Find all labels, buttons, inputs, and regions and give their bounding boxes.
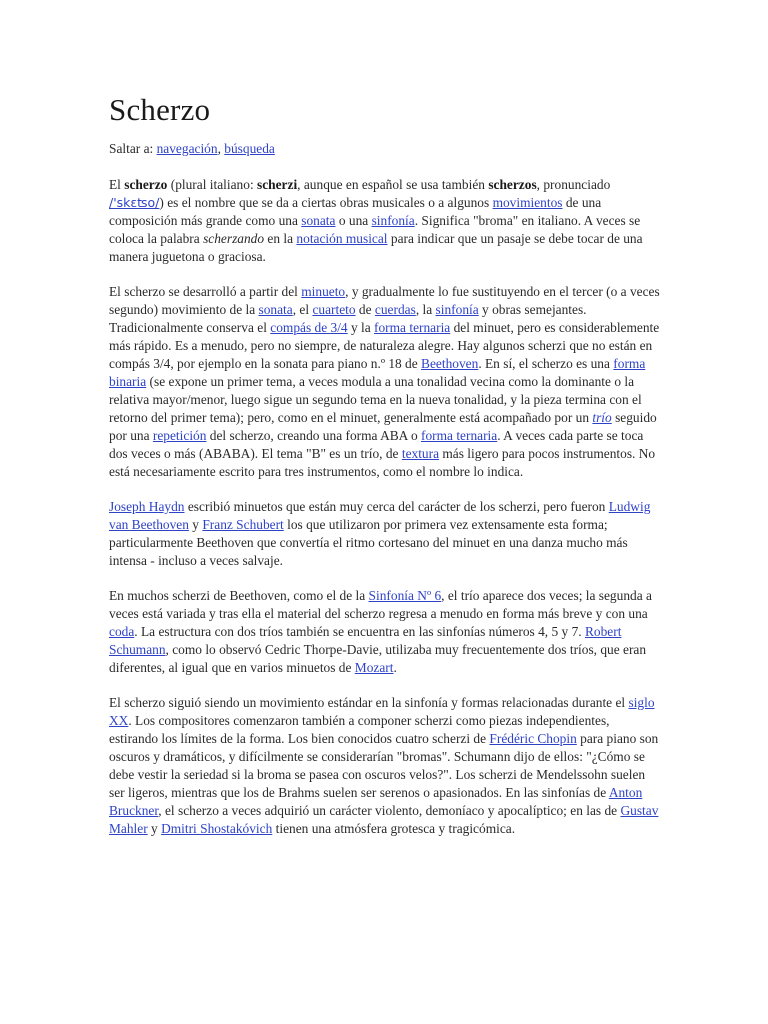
article-page [109, 92, 661, 855]
paragraph-twentieth-century: El scherzo siguió siendo un movimiento estándar en la sinfonía y formas relacionadas durante el siglo XX. Los compositores comenzaron también a componer scherzi como piezas independientes, estirando los límites de la forma. Los bien conocidos cuatro scherzi de Frédéric Chopin para piano son oscuros y dramáticos, y difícilmente se considerarían "bromas". Schumann dijo de ellos: "¿Cómo se debe vestir la seriedad si la broma se pasea con oscuros velos?". Los scherzi de Mendelssohn suelen ser ligeros, mientras que los de Brahms suelen ser serenos o apasionados. En las sinfonías de Anton Bruckner, el scherzo a veces adquirió un carácter violento, demoníaco y apocalíptico; en las de Gustav Mahler y Dmitri Shostakóvich tienen una atmósfera grotesca y tragicómica. [109, 695, 659, 836]
link-cuarteto[interactable]: cuarteto [312, 302, 356, 317]
page-title: Scherzo [109, 92, 211, 127]
paragraph-haydn: Joseph Haydn escribió minuetos que están muy cerca del carácter de los scherzi, pero fueron Ludwig van Beethoven y Franz Schubert los que utilizaron por primera vez extensamente esta forma; particularmente Beethoven que convertía el ritmo cortesano del minuet en una danza mucho más intensa - incluso a veces salvaje. [109, 499, 651, 568]
link-cuerdas[interactable]: cuerdas [374, 302, 416, 317]
paragraph-trios: En muchos scherzi de Beethoven, como el de la Sinfonía Nº 6, el trío aparece dos veces; la segunda a veces está variada y tras ella el material del scherzo regresa a menudo en forma más breve y con una coda. La estructura con dos tríos también se encuentra en las sinfonías números 4, 5 y 7. Robert Schumann, como lo observó Cedric Thorpe-Davie, utilizaba muy frecuentemente dos tríos, que eran diferentes, al igual que en varios minuetos de Mozart. [109, 588, 652, 675]
paragraph-development: El scherzo se desarrolló a partir del minueto, y gradualmente lo fue sustituyendo en el tercer (o a veces segundo) movimiento de la sonata, el cuarteto de cuerdas, la sinfonía y obras semejantes. Tradicionalmente conserva el compás de 3/4 y la forma ternaria del minuet, pero es considerablemente más rápido. Es a menudo, pero no siempre, de naturaleza alegre. Hay algunos scherzi que no están en compás 3/4, por ejemplo en la sonata para piano n.º 18 de Beethoven. En sí, el scherzo es una forma binaria (se expone un primer tema, a veces modula a una tonalidad vecina como la dominante o la relativa mayor/menor, luego sigue un segundo tema en la nueva tonalidad, y la pieza termina con el retorno del primer tema); pero, como en el minuet, generalmente está acompañado por un trío seguido por una repetición del scherzo, creando una forma ABA o forma ternaria. A veces cada parte se toca dos veces o más (ABABA). El tema "B" es un trío, de textura más ligero para pocos instrumentos. No está necesariamente escrito para tres instrumentos, como el nombre lo indica. [109, 284, 660, 479]
link-forma-binaria[interactable]: forma binaria [109, 356, 646, 389]
link-compas-3-4[interactable]: compás de 3/4 [270, 320, 348, 335]
link-sinfonia[interactable]: sinfonía [435, 302, 479, 317]
link-dmitri-shostakovich[interactable]: Dmitri Shostakóvich [161, 821, 273, 836]
link-trio[interactable]: trío [592, 410, 612, 425]
link-repeticion[interactable]: repetición [152, 428, 207, 443]
link-sonata[interactable]: sonata [258, 302, 293, 317]
link-franz-schubert[interactable]: Franz Schubert [202, 517, 284, 532]
link-beethoven[interactable]: Beethoven [421, 356, 479, 371]
link-notacion-musical[interactable]: notación musical [296, 231, 388, 246]
link-anton-bruckner[interactable]: Anton Bruckner [109, 785, 643, 818]
link-movimientos[interactable]: movimientos [492, 195, 563, 210]
link-forma-ternaria[interactable]: forma ternaria [421, 428, 498, 443]
link-sinfonia[interactable]: sinfonía [371, 213, 415, 228]
link-joseph-haydn[interactable]: Joseph Haydn [109, 499, 185, 514]
link-sonata[interactable]: sonata [301, 213, 336, 228]
link-ipa[interactable]: /'skɛʦo/ [109, 195, 160, 210]
link-ludwig-van-beethoven[interactable]: Ludwig van Beethoven [109, 499, 651, 532]
link-frederic-chopin[interactable]: Frédéric Chopin [489, 731, 577, 746]
link-siglo-xx[interactable]: siglo XX [109, 695, 655, 728]
jump-search-link[interactable]: búsqueda [224, 141, 275, 156]
link-coda[interactable]: coda [109, 624, 135, 639]
jump-navigation-link[interactable]: navegación [156, 141, 218, 156]
jump-links: Saltar a: navegación, búsqueda [109, 141, 275, 156]
link-gustav-mahler[interactable]: Gustav Mahler [109, 803, 659, 836]
link-robert-schumann[interactable]: Robert Schumann [109, 624, 622, 657]
link-sinfonia-6[interactable]: Sinfonía Nº 6 [368, 588, 442, 603]
paragraph-intro: El scherzo (plural italiano: scherzi, aunque en español se usa también scherzos, pronunciado /'skɛʦo/) es el nombre que se da a ciertas obras musicales o a algunos movimientos de una composición más grande como una sonata o una sinfonía. Significa "broma" en italiano. A veces se coloca la palabra scherzando en la notación musical para indicar que un pasaje se debe tocar de una manera juguetona o graciosa. [109, 177, 643, 264]
link-textura[interactable]: textura [401, 446, 440, 461]
link-minueto[interactable]: minueto [301, 284, 346, 299]
link-mozart[interactable]: Mozart [354, 660, 394, 675]
link-forma-ternaria[interactable]: forma ternaria [374, 320, 451, 335]
